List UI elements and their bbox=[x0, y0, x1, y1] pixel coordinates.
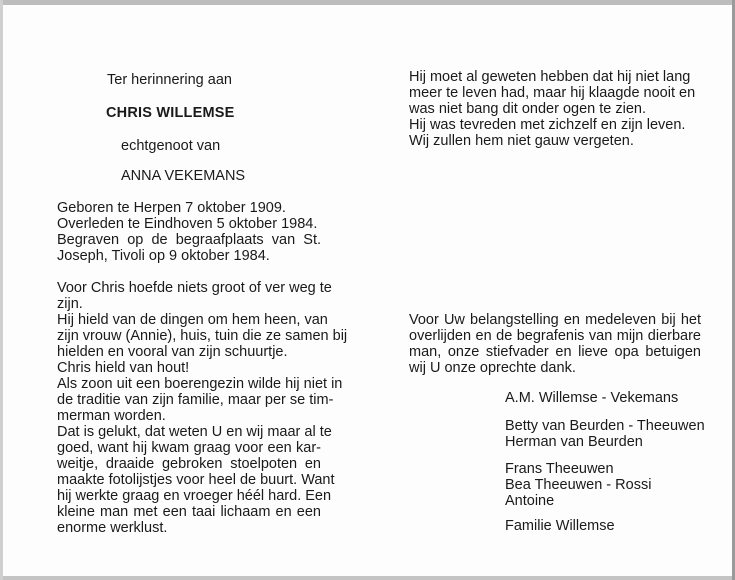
scan-edge-top bbox=[0, 0, 735, 5]
signature-name: Herman van Beurden bbox=[505, 434, 643, 450]
burial-line-2: Joseph, Tivoli op 9 oktober 1984. bbox=[57, 248, 270, 264]
body-line: de traditie van zijn familie, maar per se tim- bbox=[57, 392, 334, 408]
body-line: hielden en vooral van zijn schuurtje. bbox=[57, 344, 288, 360]
scan-edge-bottom bbox=[0, 576, 735, 580]
in-memory-line: Ter herinnering aan bbox=[107, 72, 232, 88]
deceased-name: CHRIS WILLEMSE bbox=[106, 105, 235, 121]
body-line: merman worden. bbox=[57, 408, 166, 424]
thanks-line: Voor Uw belangstelling en medeleven bij het bbox=[409, 312, 701, 328]
spouse-name: ANNA VEKEMANS bbox=[121, 168, 246, 184]
verse-line: meer te leven had, maar hij klaagde nooit en bbox=[409, 85, 696, 101]
verse-line: Hij moet al geweten hebben dat hij niet lang bbox=[409, 69, 691, 85]
death-line: Overleden te Eindhoven 5 oktober 1984. bbox=[57, 216, 318, 232]
signature-name: Antoine bbox=[505, 493, 555, 509]
body-line: Voor Chris hoefde niets groot of ver weg te bbox=[57, 280, 332, 296]
verse-line: was niet bang dit onder ogen te zien. bbox=[409, 101, 646, 117]
thanks-line: wij U onze oprechte dank. bbox=[409, 360, 576, 376]
burial-line: Begraven op de begraafplaats van St. bbox=[57, 232, 321, 248]
spouse-of-line: echtgenoot van bbox=[121, 138, 221, 154]
body-line: enorme werklust. bbox=[57, 520, 168, 536]
signature-name: Betty van Beurden - Theeuwen bbox=[505, 418, 705, 434]
body-line: Dat is gelukt, dat weten U en wij maar al te bbox=[57, 424, 332, 440]
body-line: maakte fotolijstjes voor heel de buurt. Want bbox=[57, 472, 335, 488]
scan-edge-left bbox=[0, 0, 3, 580]
body-line: zijn. bbox=[57, 296, 83, 312]
thanks-line: overlijden en de begrafenis van mijn dierbare bbox=[409, 328, 701, 344]
body-line: Chris hield van hout! bbox=[57, 360, 190, 376]
body-line: hij werkte graag en vroeger héél hard. Een bbox=[57, 488, 332, 504]
signature-name: Frans Theeuwen bbox=[505, 461, 614, 477]
body-line: zijn vrouw (Annie), huis, tuin die ze samen bij bbox=[57, 328, 348, 344]
body-line: goed, want hij kwam graag voor een kar- bbox=[57, 440, 321, 456]
body-line: Als zoon uit een boerengezin wilde hij niet in bbox=[57, 376, 343, 392]
body-line: weitje, draaide gebroken stoelpoten en bbox=[57, 456, 321, 472]
verse-line: Wij zullen hem niet gauw vergeten. bbox=[409, 133, 634, 149]
thanks-line: man, onze stiefvader en lieve opa betuigen bbox=[409, 344, 701, 360]
body-line: kleine man met een taai lichaam en een bbox=[57, 504, 321, 520]
body-line: Hij hield van de dingen om hem heen, van bbox=[57, 312, 328, 328]
signature-name: Bea Theeuwen - Rossi bbox=[505, 477, 652, 493]
birth-line: Geboren te Herpen 7 oktober 1909. bbox=[57, 200, 286, 216]
signature-widow: A.M. Willemse - Vekemans bbox=[505, 390, 679, 406]
verse-line: Hij was tevreden met zichzelf en zijn leven. bbox=[409, 117, 686, 133]
signature-closing: Familie Willemse bbox=[505, 518, 615, 534]
